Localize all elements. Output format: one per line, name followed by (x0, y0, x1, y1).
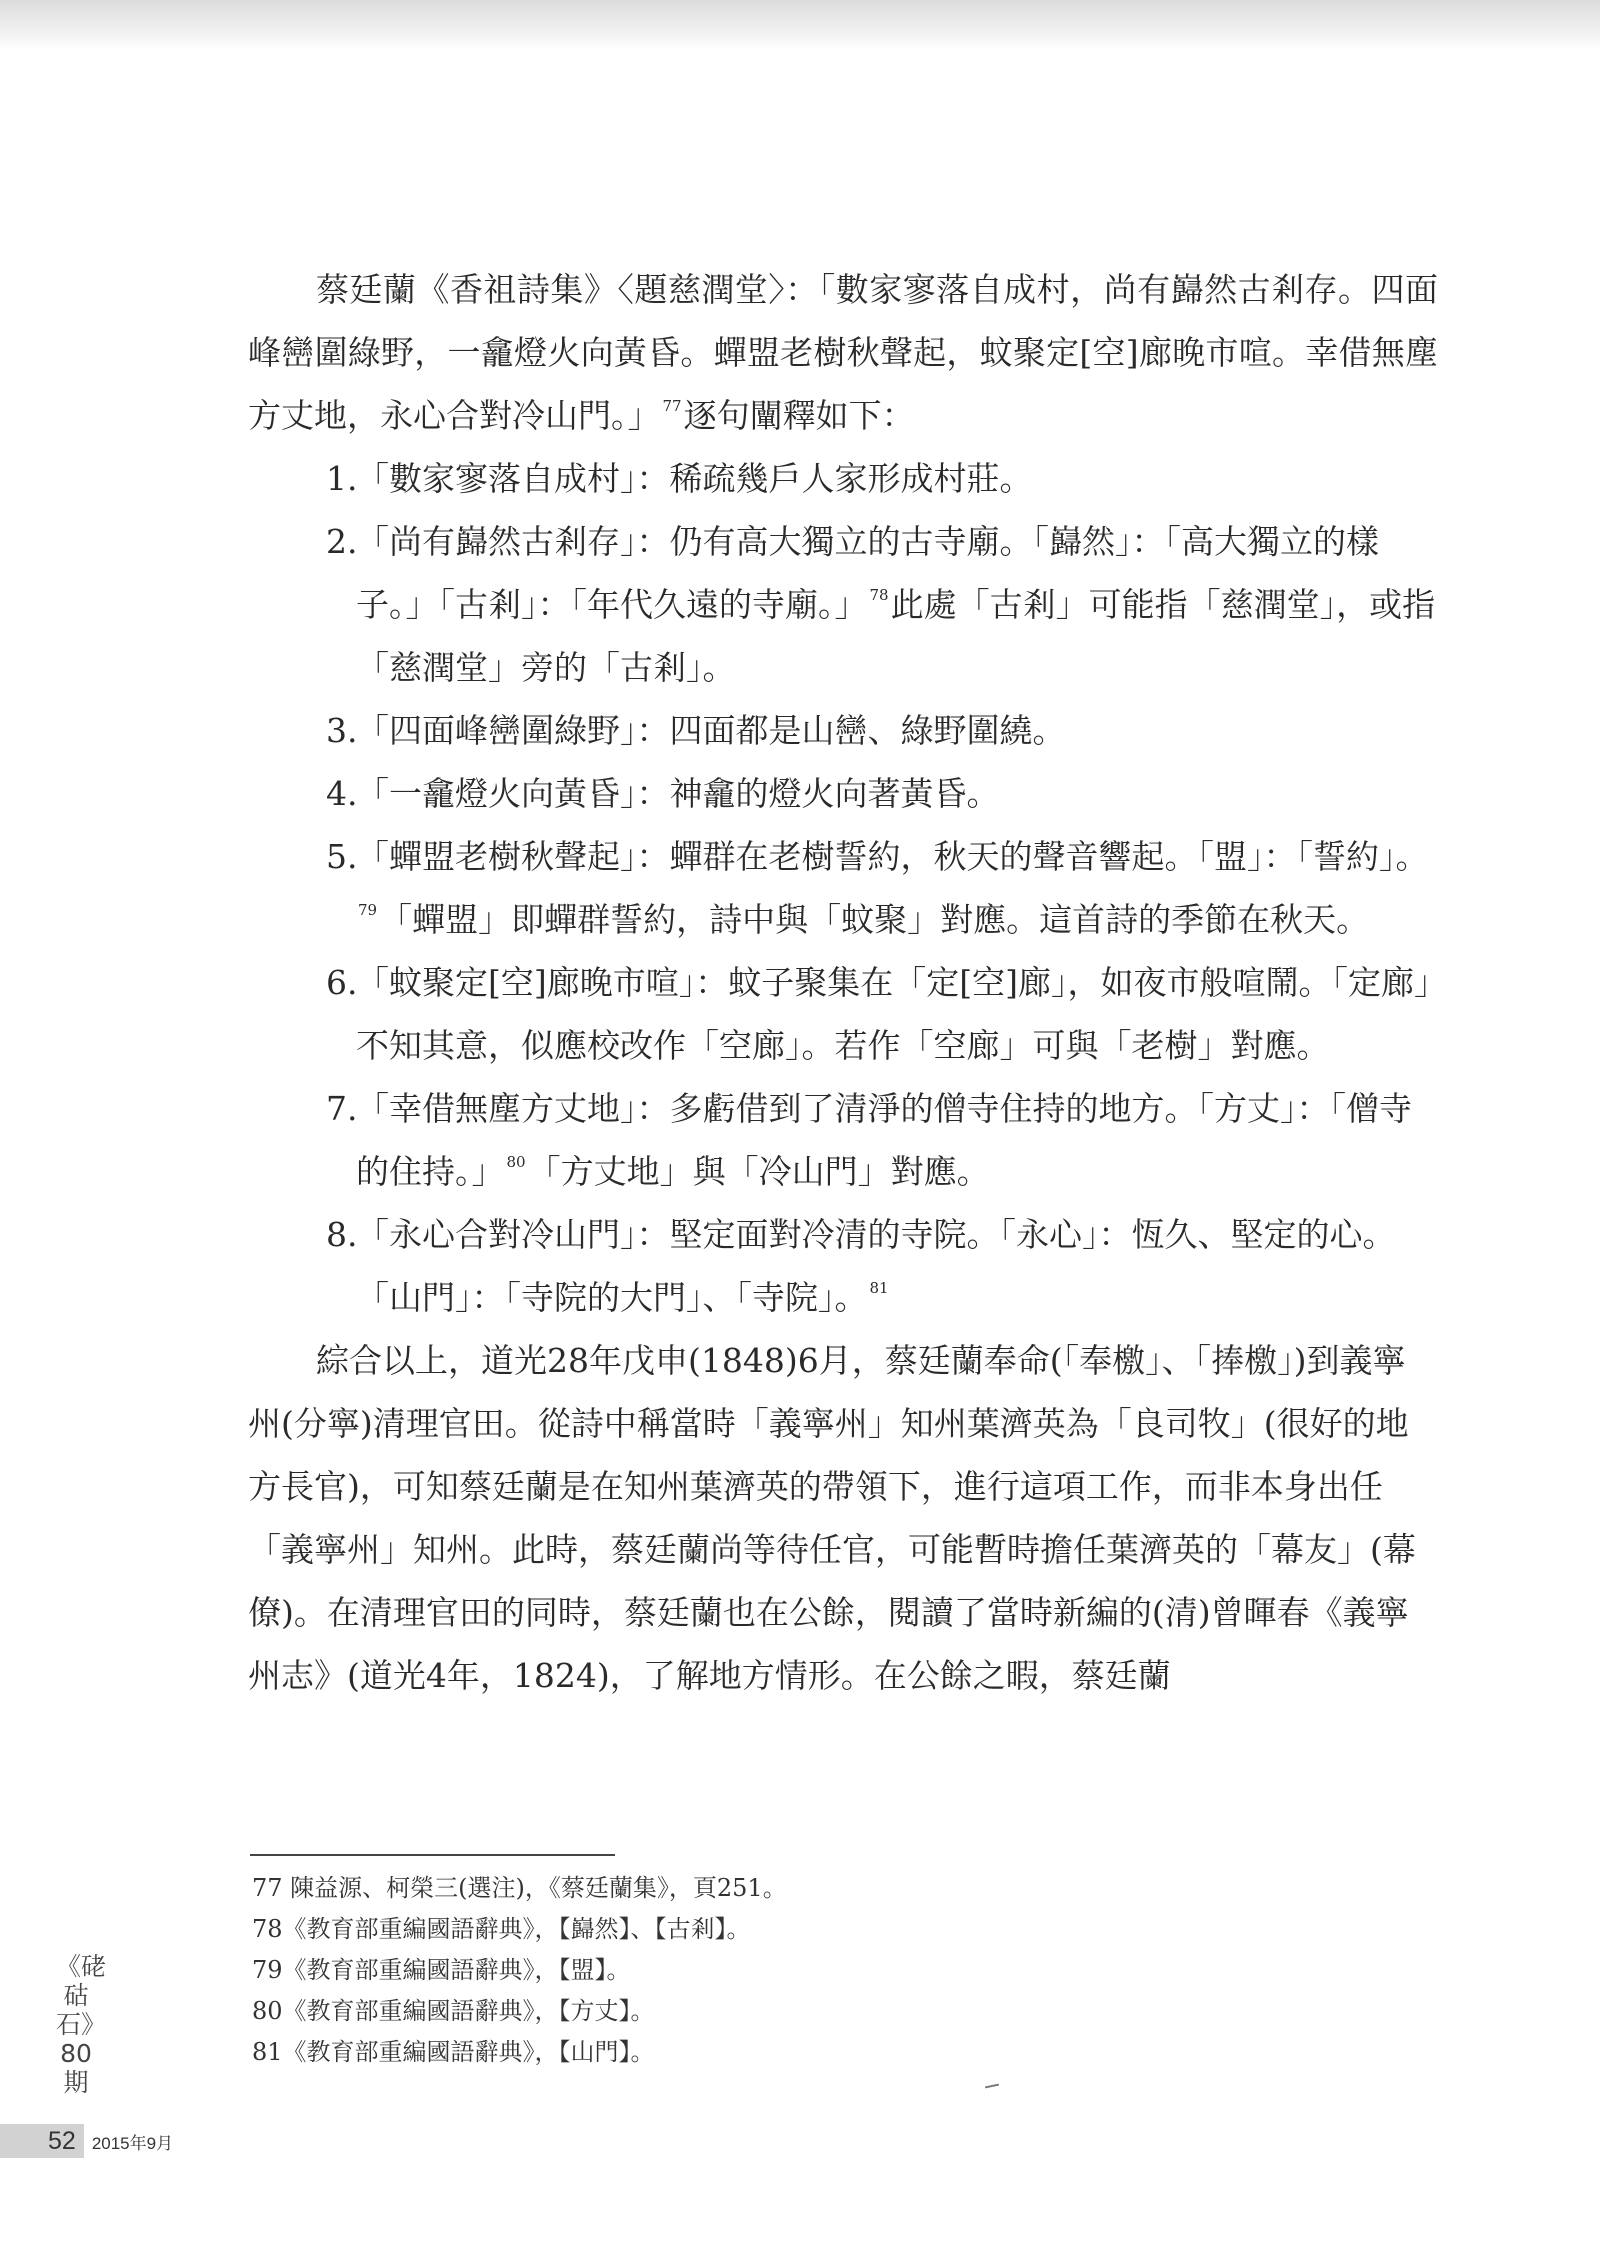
item-text: 「幸借無塵方丈地」：多虧借到了清淨的僧寺住持的地方。「方丈」：「僧寺的住持。」 (356, 1089, 1412, 1191)
item-number: 7. (326, 1089, 358, 1128)
issue-unit: 期 (63, 2068, 89, 2097)
item-text-tail: 「蟬盟」即蟬群誓約，詩中與「蚊聚」對應。這首詩的季節在秋天。 (379, 900, 1370, 939)
list-item (248, 510, 1438, 699)
footnote-ref-80[interactable]: 80 (506, 1153, 526, 1171)
item-number: 6. (326, 963, 358, 1002)
list-item (248, 825, 1438, 951)
issue-number: 80 (60, 2039, 92, 2068)
footnote-78: 78《教育部重編國語辭典》，【巋然】、【古剎】。 (252, 1915, 751, 1943)
scan-speck (985, 2084, 999, 2089)
list-item (248, 699, 1438, 762)
item-text: 「數家寥落自成村」：稀疏幾戶人家形成村莊。 (356, 459, 1033, 498)
item-number: 4. (326, 774, 358, 813)
intro-text: 蔡廷蘭《香祖詩集》〈題慈潤堂〉：「數家寥落自成村，尚有巋然古剎存。四面峰巒圍綠野，一龕燈火向黃昏。蟬盟老樹秋聲起，蚊聚定[空]廊晚市喧。幸借無塵方丈地，永心合對冷山門。」 (248, 270, 1438, 435)
journal-side-title (56, 1952, 107, 2097)
item-text: 「蚊聚定[空]廊晚市喧」：蚊子聚集在「定[空]廊」，如夜市般喧鬧。「定廊」不知其意，似應校改作「空廊」。若作「空廊」可與「老樹」對應。 (356, 963, 1431, 1065)
intro-text-tail: 逐句闡釋如下： (683, 396, 915, 435)
list-item (248, 1077, 1438, 1203)
item-text: 「四面峰巒圍綠野」：四面都是山巒、綠野圍繞。 (356, 711, 1066, 750)
footnote-ref-81[interactable]: 81 (869, 1279, 889, 1297)
footnote-79: 79《教育部重編國語辭典》，【盟】。 (252, 1956, 631, 1984)
page-folio (0, 2124, 173, 2158)
item-text: 「一龕燈火向黃昏」：神龕的燈火向著黃昏。 (356, 774, 1000, 813)
item-number: 3. (326, 711, 358, 750)
footnote-divider (250, 1854, 615, 1856)
item-text: 「永心合對冷山門」：堅定面對冷清的寺院。「永心」：恆久、堅定的心。「山門」：「寺院的大門」、「寺院」。 (356, 1215, 1396, 1317)
item-number: 8. (326, 1215, 358, 1254)
footnote-ref-78[interactable]: 78 (869, 586, 889, 604)
list-item (248, 447, 1438, 510)
item-text-tail: 「方丈地」與「冷山門」對應。 (527, 1152, 990, 1191)
issue-date: 2015年9月 (91, 2133, 174, 2153)
scan-top-shadow (0, 0, 1600, 50)
list-item (248, 762, 1438, 825)
intro-paragraph (248, 258, 1438, 447)
footnote-ref-79[interactable]: 79 (358, 901, 378, 919)
item-text-tail: 此處「古剎」可能指「慈潤堂」，或指「慈潤堂」旁的「古剎」。 (356, 585, 1436, 687)
item-text: 「蟬盟老樹秋聲起」：蟬群在老樹誓約，秋天的聲音響起。「盟」：「誓約」。 (356, 837, 1429, 876)
list-item (248, 951, 1438, 1077)
summary-paragraph: 綜合以上，道光28年戊申(1848)6月，蔡廷蘭奉命(「奉檄」、「捧檄」)到義寧州(分寧)清理官田。從詩中稱當時「義寧州」知州葉濟英為「良司牧」(很好的地方長官)，可知蔡廷蘭是在知州葉濟英的帶領下，進行這項工作，而非本身出任「義寧州」知州。此時，蔡廷蘭尚等待任官，可能暫時擔任葉濟英的「幕友」(幕僚)。在清理官田的同時，蔡廷蘭也在公餘，閱讀了當時新編的(清)曾暉春《義寧州志》(道光4年，1824)，了解地方情形。在公餘之暇，蔡廷蘭 (248, 1341, 1416, 1695)
journal-name: 《硓𥑮石》 (56, 1952, 107, 2039)
footnote-80: 80《教育部重編國語辭典》，【方丈】。 (252, 1997, 655, 2025)
footnote-ref-77[interactable]: 77 (662, 397, 682, 415)
item-number: 1. (326, 459, 358, 498)
list-item (248, 1203, 1438, 1329)
footnotes (252, 1868, 1352, 2073)
footnote-81: 81《教育部重編國語辭典》，【山門】。 (252, 2038, 655, 2066)
item-number: 2. (326, 522, 358, 561)
item-number: 5. (326, 837, 358, 876)
article-body (248, 258, 1438, 1707)
footnote-77: 77 陳益源、柯榮三(選注)，《蔡廷蘭集》，頁251。 (252, 1874, 787, 1902)
line-by-line-list (248, 447, 1438, 1329)
page-number: 52 (0, 2124, 84, 2158)
item-text: 「尚有巋然古剎存」：仍有高大獨立的古寺廟。「巋然」：「高大獨立的樣子。」「古剎」：「年代久遠的寺廟。」 (356, 522, 1379, 624)
